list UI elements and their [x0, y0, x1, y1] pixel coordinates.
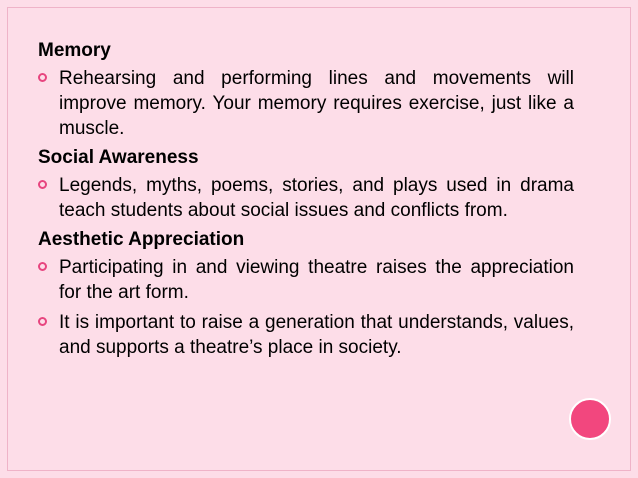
bullet-ring-icon	[38, 262, 47, 271]
bullet-item	[38, 66, 574, 141]
decorative-circle	[569, 398, 611, 440]
bullet-item	[38, 173, 574, 223]
bullet-ring-icon	[38, 180, 47, 189]
bullet-ring-icon	[38, 317, 47, 326]
bullet-text: Participating in and viewing theatre raises the appreciation for the art form.	[59, 257, 574, 303]
bullet-text: It is important to raise a generation that understands, values, and supports a theatre’s place in society.	[59, 312, 574, 358]
bullet-item	[38, 255, 574, 305]
bullet-text: Rehearsing and performing lines and movements will improve memory. Your memory requires exercise, just like a muscle.	[59, 68, 574, 139]
section-heading-social-awareness: Social Awareness	[38, 147, 199, 168]
bullet-text: Legends, myths, poems, stories, and plays used in drama teach students about social issues and conflicts from.	[59, 175, 574, 221]
bullet-item	[38, 310, 574, 360]
section-heading-memory: Memory	[38, 40, 111, 61]
slide-body	[38, 39, 574, 365]
section-heading-aesthetic-appreciation: Aesthetic Appreciation	[38, 229, 245, 250]
bullet-ring-icon	[38, 73, 47, 82]
